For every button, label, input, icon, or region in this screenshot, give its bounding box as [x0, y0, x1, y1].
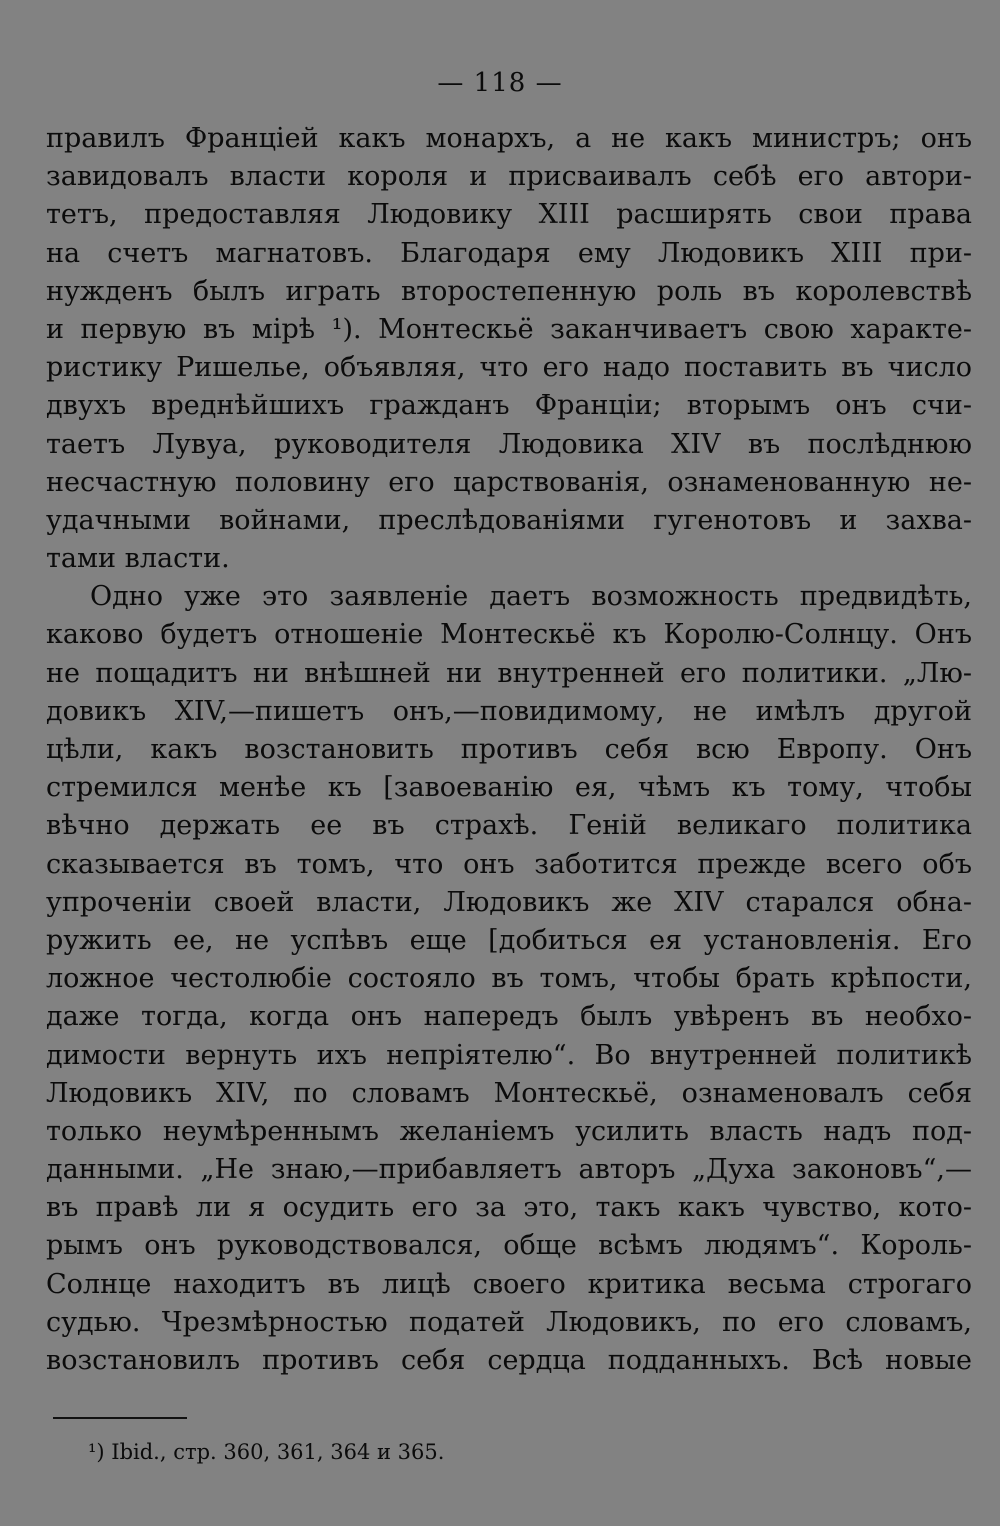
text-line: ружить ее, не успѣвъ еще [добиться ея установленія. Его	[46, 924, 972, 956]
text-line: сказывается въ томъ, что онъ заботится прежде всего объ	[46, 848, 972, 880]
text-line: Солнце находитъ въ лицѣ своего критика весьма строгаго	[46, 1268, 972, 1300]
text-line: даже тогда, когда онъ напередъ былъ увѣренъ въ необхо-	[46, 1001, 972, 1033]
text-line: удачными войнами, преслѣдованіями гугенотовъ и захва-	[46, 504, 972, 536]
footnote-separator	[53, 1417, 187, 1419]
body-text	[46, 120, 972, 1380]
text-line: нужденъ былъ играть второстепенную роль въ королевствѣ	[46, 275, 972, 307]
text-line: на счетъ магнатовъ. Благодаря ему Людовикъ XIII при-	[46, 237, 972, 269]
text-line: возстановилъ противъ себя сердца подданныхъ. Всѣ новые	[46, 1345, 972, 1376]
text-line: Людовикъ XIV, по словамъ Монтескьё, ознаменовалъ себя	[46, 1077, 972, 1109]
text-line: завидовалъ власти короля и присваивалъ себѣ его автори-	[46, 161, 972, 193]
text-line: каково будетъ отношеніе Монтескьё къ Королю-Солнцу. Онъ	[46, 619, 972, 651]
footnote: ¹) Ibid., стр. 360, 361, 364 и 365.	[88, 1440, 445, 1464]
paragraph-start-line: Одно уже это заявленіе даетъ возможность предвидѣть,	[90, 581, 972, 613]
page-number: — 118 —	[437, 68, 563, 98]
text-line: рымъ онъ руководствовался, обще всѣмъ людямъ“. Король-	[46, 1230, 972, 1262]
text-line: данными. „Не знаю,—прибавляетъ авторъ „Духа законовъ“,—	[46, 1154, 972, 1186]
text-line: стремился менѣе къ [завоеванію ея, чѣмъ къ тому, чтобы	[46, 772, 972, 804]
text-line: димости вернуть ихъ непріятелю“. Во внутренней политикѣ	[46, 1039, 972, 1071]
text-line: не пощадитъ ни внѣшней ни внутренней его политики. „Лю-	[46, 657, 972, 689]
text-line: вѣчно держать ее въ страхѣ. Геній великаго политика	[46, 810, 972, 842]
paragraph-end-line: тами власти.	[46, 543, 230, 575]
text-line: только неумѣреннымъ желаніемъ усилить власть надъ под-	[46, 1115, 972, 1147]
text-line: и первую въ мірѣ ¹). Монтескьё заканчиваетъ свою характе-	[46, 313, 972, 345]
text-line: таетъ Лувуа, руководителя Людовика XIV въ послѣднюю	[46, 428, 972, 460]
text-line: правилъ Франціей какъ монархъ, а не какъ министръ; онъ	[46, 123, 972, 154]
text-line: тетъ, предоставляя Людовику XIII расширять свои права	[46, 199, 972, 231]
text-line: несчастную половину его царствованія, ознаменованную не-	[46, 466, 972, 498]
text-line: ристику Ришелье, объявляя, что его надо поставить въ число	[46, 352, 972, 384]
text-line: упроченіи своей власти, Людовикъ же XIV старался обна-	[46, 886, 972, 918]
text-line: въ правѣ ли я осудить его за это, такъ какъ чувство, кото-	[46, 1192, 972, 1224]
text-line: судью. Чрезмѣрностью податей Людовикъ, по его словамъ,	[46, 1306, 972, 1338]
text-line: цѣли, какъ возстановить противъ себя всю Европу. Онъ	[46, 734, 972, 765]
text-line: двухъ вреднѣйшихъ гражданъ Франціи; вторымъ онъ счи-	[46, 390, 972, 422]
text-line: ложное честолюбіе состояло въ томъ, чтобы брать крѣпости,	[46, 963, 972, 995]
text-line: довикъ XIV,—пишетъ онъ,—повидимому, не имѣлъ другой	[46, 695, 972, 727]
